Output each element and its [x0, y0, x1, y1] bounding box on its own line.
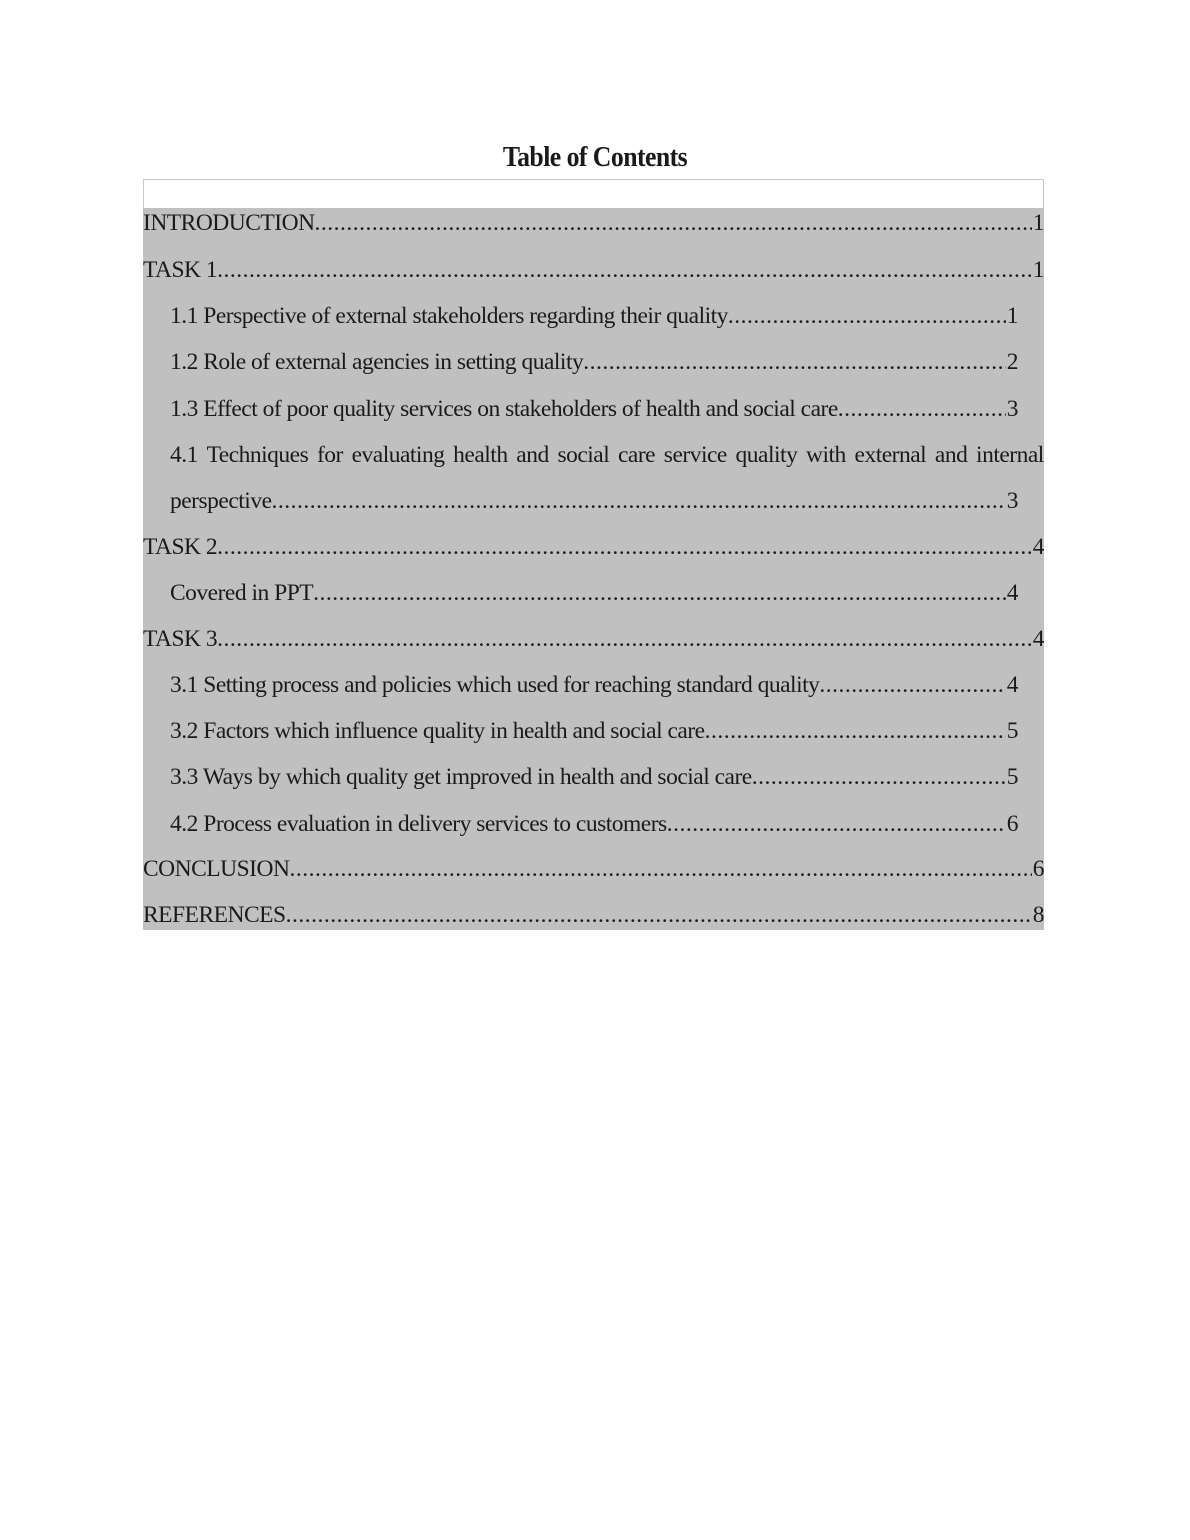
toc-entry-label: 3.2 Factors which influence quality in health and social care	[170, 717, 705, 744]
toc-entry-4-1-line1[interactable]	[170, 432, 1044, 478]
toc-entry-label: 3.1 Setting process and policies which used for reaching standard quality	[170, 671, 820, 698]
toc-entry-3-1[interactable]	[170, 662, 1018, 708]
toc-entry-1-2[interactable]	[170, 339, 1018, 385]
toc-page-number: 4	[1006, 671, 1018, 698]
toc-page-number: 3	[1006, 487, 1018, 514]
toc-entry-label: INTRODUCTION	[143, 209, 315, 236]
toc-title: Table of Contents	[502, 142, 688, 173]
toc-entry-4-1-line2[interactable]	[170, 478, 1018, 524]
toc-word: and	[516, 441, 549, 468]
toc-leader-dots	[217, 257, 1032, 284]
toc-leader-dots	[819, 672, 1005, 699]
toc-leader-dots	[667, 811, 1006, 838]
toc-word: health	[453, 441, 508, 468]
toc-word: for	[316, 441, 343, 468]
toc-entry-label: 1.1 Perspective of external stakeholders regarding their quality	[170, 302, 728, 329]
toc-entry-label: TASK 2	[143, 533, 218, 560]
toc-entry-1-1[interactable]	[170, 293, 1018, 339]
toc-word: service	[663, 441, 727, 468]
toc-entry-3-3[interactable]	[170, 754, 1018, 800]
toc-leader-dots	[272, 488, 1006, 515]
toc-leader-dots	[583, 349, 1006, 376]
toc-page-number: 4	[1032, 625, 1044, 652]
toc-word: external	[854, 441, 927, 468]
toc-word: Techniques	[206, 441, 309, 468]
toc-page-number: 1	[1032, 209, 1044, 236]
toc-entry-label: CONCLUSION	[143, 855, 290, 882]
toc-entry-label: 3.3 Ways by which quality get improved in health and social care	[170, 763, 752, 790]
toc-page-number: 1	[1006, 302, 1018, 329]
toc-entry-4-2[interactable]	[170, 801, 1018, 847]
toc-entry-task2[interactable]	[143, 524, 1044, 570]
toc-page-number: 2	[1006, 348, 1018, 375]
toc-page-number: 3	[1006, 395, 1018, 422]
toc-page-number: 6	[1006, 810, 1018, 837]
toc-entry-label: REFERENCES	[143, 901, 286, 928]
toc-leader-dots	[315, 210, 1032, 237]
toc-page-number: 6	[1032, 855, 1044, 882]
toc-entry-label: 1.3 Effect of poor quality services on stakeholders of health and social care	[170, 395, 838, 422]
toc-leader-dots	[217, 626, 1032, 653]
toc-word: social	[557, 441, 610, 468]
toc-page-number: 4	[1006, 579, 1018, 606]
toc-entry-task1[interactable]	[143, 247, 1044, 293]
toc-entry-task3[interactable]	[143, 616, 1044, 662]
toc-leader-dots	[313, 580, 1006, 607]
toc-entry-introduction[interactable]	[143, 200, 1044, 246]
toc-page-number: 4	[1032, 533, 1044, 560]
toc-entry-label: 4.2 Process evaluation in delivery services to customers	[170, 810, 667, 837]
toc-word: evaluating	[351, 441, 445, 468]
toc-entry-label: 1.2 Role of external agencies in setting quality	[170, 348, 584, 375]
toc-page-number: 5	[1006, 763, 1018, 790]
toc-page-number: 1	[1032, 256, 1044, 283]
toc-leader-dots	[838, 396, 1006, 423]
toc-entry-label: perspective	[170, 487, 272, 514]
toc-entry-1-3[interactable]	[170, 386, 1018, 432]
toc-entry-label: TASK 3	[143, 625, 218, 652]
toc-leader-dots	[752, 764, 1006, 791]
toc-entry-label: Covered in PPT	[170, 579, 314, 606]
toc-word: internal	[976, 441, 1044, 468]
toc-entry-3-2[interactable]	[170, 708, 1018, 754]
toc-entry-covered-in-ppt[interactable]	[170, 570, 1018, 616]
toc-word: and	[934, 441, 968, 468]
toc-word: with	[806, 441, 846, 468]
toc-entry-conclusion[interactable]	[143, 846, 1044, 892]
toc-word: 4.1	[170, 441, 198, 468]
toc-word: care	[617, 441, 656, 468]
toc-list	[143, 208, 1044, 930]
toc-leader-dots	[728, 303, 1006, 330]
toc-entry-label: TASK 1	[143, 256, 218, 283]
toc-entry-references[interactable]	[143, 892, 1044, 938]
toc-page-number: 8	[1032, 901, 1044, 928]
toc-leader-dots	[217, 534, 1032, 561]
toc-leader-dots	[705, 718, 1006, 745]
toc-word: quality	[735, 441, 798, 468]
toc-leader-dots	[289, 856, 1031, 883]
toc-leader-dots	[286, 902, 1032, 929]
toc-page-number: 5	[1006, 717, 1018, 744]
